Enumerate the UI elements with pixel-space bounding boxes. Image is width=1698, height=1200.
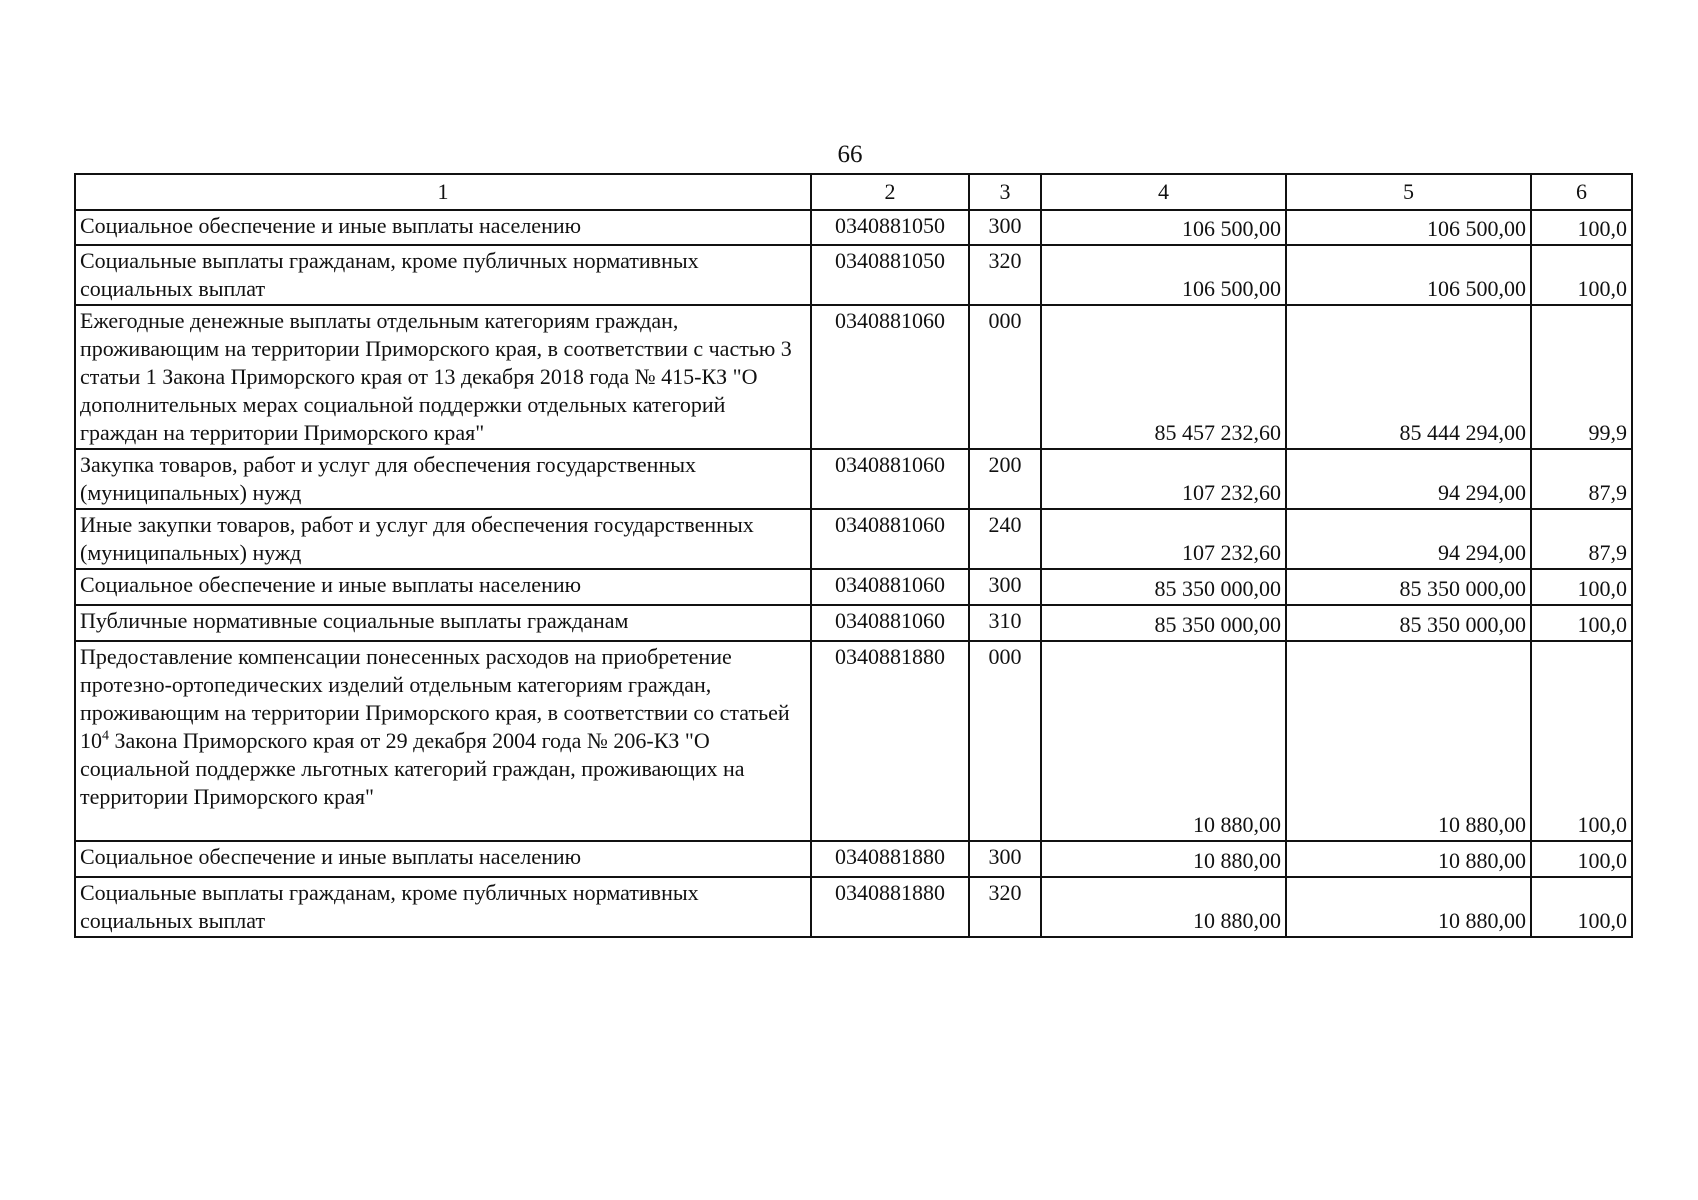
row-name-part: Закона Приморского края от 29 декабря 2004 года № 206-КЗ "О социальной поддержке льготных категорий граждан, проживающих на территории Приморского края"	[80, 728, 745, 809]
table-row	[75, 210, 1632, 245]
table-row	[75, 449, 1632, 509]
column-header-5: 5	[1286, 174, 1531, 210]
row-value-4: 10 880,00	[1041, 841, 1286, 877]
row-value-6: 100,0	[1531, 605, 1632, 641]
row-type: 320	[969, 877, 1041, 937]
row-type: 310	[969, 605, 1041, 641]
row-type: 000	[969, 305, 1041, 449]
table-row	[75, 841, 1632, 877]
row-value-6: 100,0	[1531, 641, 1632, 841]
row-value-5: 10 880,00	[1286, 877, 1531, 937]
row-value-5: 85 444 294,00	[1286, 305, 1531, 449]
row-type: 240	[969, 509, 1041, 569]
row-value-6: 100,0	[1531, 245, 1632, 305]
row-value-5: 106 500,00	[1286, 245, 1531, 305]
row-code: 0340881050	[811, 245, 969, 305]
row-value-6: 100,0	[1531, 841, 1632, 877]
table-row	[75, 605, 1632, 641]
row-value-4: 106 500,00	[1041, 245, 1286, 305]
row-name: Иные закупки товаров, работ и услуг для обеспечения государственных (муниципальных) нужд	[75, 509, 811, 569]
row-value-4: 106 500,00	[1041, 210, 1286, 245]
row-name: Социальные выплаты гражданам, кроме публичных нормативных социальных выплат	[75, 245, 811, 305]
row-value-4: 85 457 232,60	[1041, 305, 1286, 449]
row-value-5: 85 350 000,00	[1286, 605, 1531, 641]
row-type: 300	[969, 841, 1041, 877]
row-value-6: 99,9	[1531, 305, 1632, 449]
column-header-2: 2	[811, 174, 969, 210]
row-name: Закупка товаров, работ и услуг для обеспечения государственных (муниципальных) нужд	[75, 449, 811, 509]
table-row	[75, 569, 1632, 605]
row-code: 0340881060	[811, 605, 969, 641]
table-header-row	[75, 174, 1632, 210]
row-value-5: 10 880,00	[1286, 841, 1531, 877]
row-code: 0340881060	[811, 509, 969, 569]
row-value-4: 85 350 000,00	[1041, 605, 1286, 641]
row-code: 0340881060	[811, 569, 969, 605]
row-value-6: 100,0	[1531, 210, 1632, 245]
row-value-5: 94 294,00	[1286, 509, 1531, 569]
row-code: 0340881060	[811, 449, 969, 509]
row-value-5: 85 350 000,00	[1286, 569, 1531, 605]
row-name: Социальное обеспечение и иные выплаты населению	[75, 841, 811, 877]
row-code: 0340881050	[811, 210, 969, 245]
row-value-4: 10 880,00	[1041, 877, 1286, 937]
column-header-3: 3	[969, 174, 1041, 210]
row-value-5: 106 500,00	[1286, 210, 1531, 245]
row-value-4: 85 350 000,00	[1041, 569, 1286, 605]
row-name: Публичные нормативные социальные выплаты гражданам	[75, 605, 811, 641]
row-type: 320	[969, 245, 1041, 305]
row-value-5: 10 880,00	[1286, 641, 1531, 841]
row-value-6: 100,0	[1531, 877, 1632, 937]
row-type: 200	[969, 449, 1041, 509]
row-code: 0340881880	[811, 641, 969, 841]
row-name: Социальное обеспечение и иные выплаты населению	[75, 569, 811, 605]
row-code: 0340881880	[811, 841, 969, 877]
superscript-number: 4	[102, 728, 109, 744]
page-number: 66	[837, 141, 863, 168]
row-name: Социальные выплаты гражданам, кроме публичных нормативных социальных выплат	[75, 877, 811, 937]
row-code: 0340881880	[811, 877, 969, 937]
row-name: Ежегодные денежные выплаты отдельным категориям граждан, проживающим на территории Приморского края, в соответствии с частью 3 статьи 1 Закона Приморского края от 13 декабря 2018 года № 415-КЗ "О дополнительных мерах социальной поддержки отдельных категорий граждан на территории Приморского края"	[75, 305, 811, 449]
row-value-4: 107 232,60	[1041, 509, 1286, 569]
row-type: 300	[969, 210, 1041, 245]
row-code: 0340881060	[811, 305, 969, 449]
row-type: 000	[969, 641, 1041, 841]
row-value-6: 87,9	[1531, 509, 1632, 569]
row-value-6: 100,0	[1531, 569, 1632, 605]
table-row	[75, 245, 1632, 305]
table-row	[75, 877, 1632, 937]
row-value-5: 94 294,00	[1286, 449, 1531, 509]
row-value-6: 87,9	[1531, 449, 1632, 509]
budget-table	[74, 173, 1633, 938]
table-row	[75, 509, 1632, 569]
row-name	[75, 641, 811, 841]
row-value-4: 10 880,00	[1041, 641, 1286, 841]
column-header-4: 4	[1041, 174, 1286, 210]
table-row	[75, 305, 1632, 449]
column-header-1: 1	[75, 174, 811, 210]
row-name: Социальное обеспечение и иные выплаты населению	[75, 210, 811, 245]
row-name-part: Предоставление компенсации понесенных расходов на приобретение протезно-ортопедических изделий отдельным категориям граждан, проживающим на территории Приморского края, в соответствии со статьей 10	[80, 644, 790, 753]
row-value-4: 107 232,60	[1041, 449, 1286, 509]
column-header-6: 6	[1531, 174, 1632, 210]
table-row	[75, 641, 1632, 841]
row-type: 300	[969, 569, 1041, 605]
